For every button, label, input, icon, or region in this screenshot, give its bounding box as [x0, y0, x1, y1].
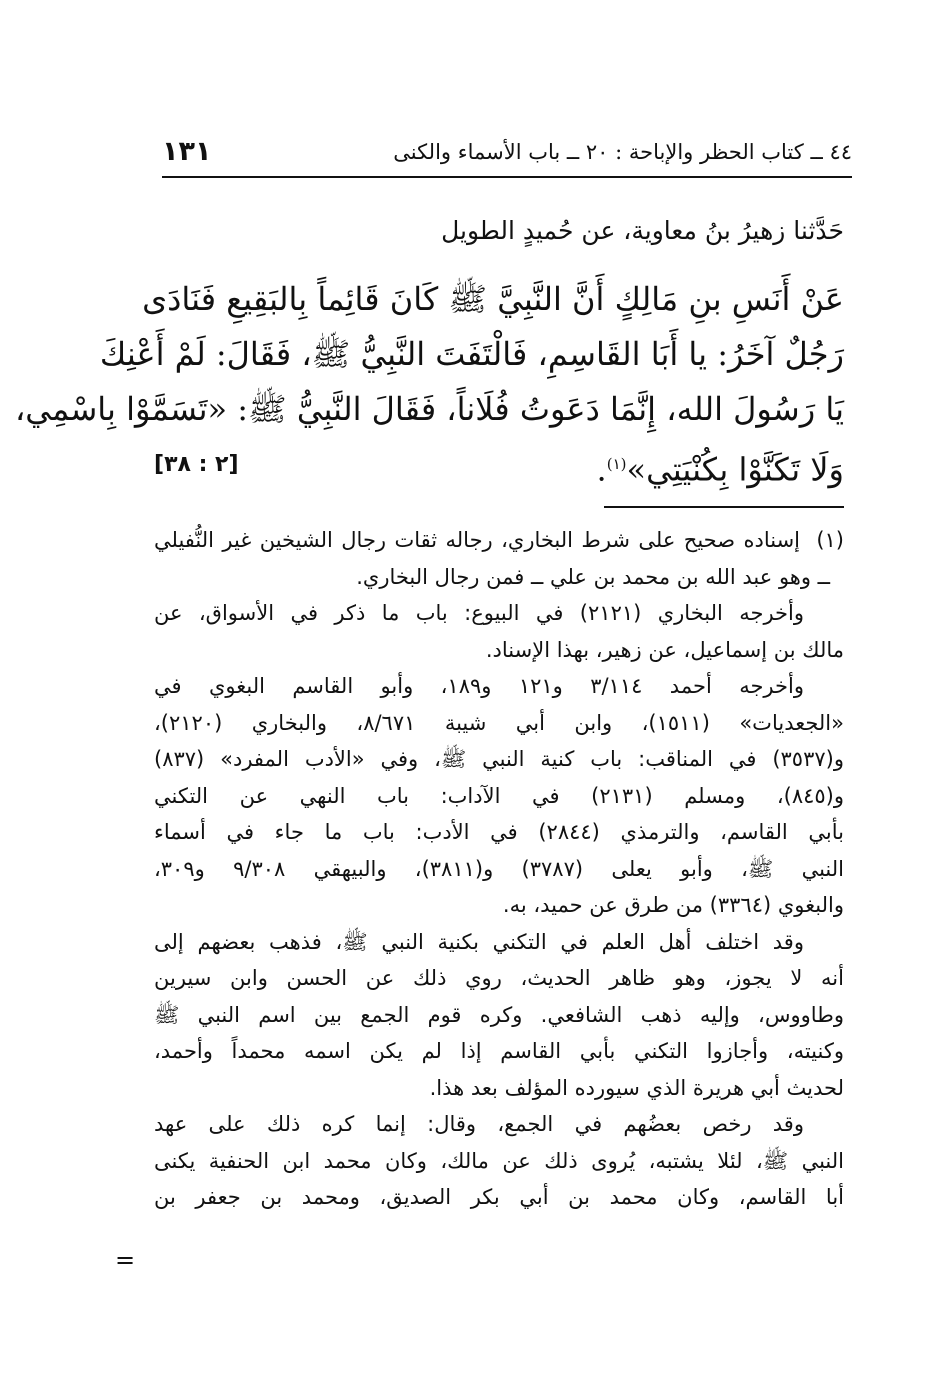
footnote-line: ــ وهو عبد الله بن محمد بن علي ــ فمن رجال البخاري. [356, 564, 830, 589]
hadith-line: يَا رَسُولَ الله، إِنَّمَا دَعَوتُ فُلَاناً، فَقَالَ النَّبِيُّ ﷺ: «تَسَمَّوْا بِاسْمِي، [14, 390, 844, 428]
footnotes [154, 522, 844, 1216]
footnote-line: وأخرجه البخاري (٢١٢١) في البيوع: باب ما ذكر في الأسواق، عن [154, 601, 804, 625]
running-title: ٤٤ ــ كتاب الحظر والإباحة : ٢٠ ــ باب الأسماء والكنى [393, 140, 852, 164]
footnote-separator [604, 506, 844, 508]
footnote-line: وكنيته، وأجازوا التكني بأبي القاسم إذا لم يكن اسمه محمداً وأحمد، [154, 1039, 844, 1063]
page-number: ١٣١ [162, 136, 212, 167]
hadith-line-text: وَلَا تَكَنَّوْا بِكُنْيَتِي» [626, 450, 844, 489]
footnote-line: والبغوي (٣٣٦٤) من طرق عن حميد، به. [502, 893, 844, 917]
hadith-reference: [٢ : ٣٨] [154, 452, 239, 477]
footnote-line: أبا القاسم، وكان محمد بن أبي بكر الصديق، ومحمد بن جعفر بن [154, 1185, 844, 1209]
hadith-line: رَجُلٌ آخَرُ: يا أَبَا القَاسِمِ، فَالْتَفَتَ النَّبِيُّ ﷺ، فَقَالَ: لَمْ أَعْنِكَ [99, 335, 844, 373]
footnote-line: بأبي القاسم، والترمذي (٢٨٤٤) في الأدب: باب ما جاء في أسماء [154, 820, 844, 844]
footnote-line: مالك بن إسماعيل، عن زهير، بهذا الإسناد. [485, 637, 844, 662]
page-header [162, 132, 852, 178]
footnote-line [154, 522, 844, 559]
hadith-line: عَنْ أَنَسِ بنِ مَالِكٍ أَنَّ النَّبِيَّ ﷺ كَانَ قَائِماً بِالبَقِيعِ فَنَادَى [142, 280, 844, 318]
footnote-line: وطاووس، وإليه ذهب الشافعي. وكره قوم الجمع بين اسم النبي ﷺ [154, 1002, 844, 1027]
hadith-line-last [154, 437, 844, 492]
isnad-line: حَدَّثنا زهيرُ بنُ معاوية، عن حُميدٍ الطويل [441, 216, 844, 245]
footnote-line: وقد اختلف أهل العلم في التكني بكنية النبي ﷺ، فذهب بعضهم إلى [154, 929, 804, 954]
footnote-line: لحديث أبي هريرة الذي سيورده المؤلف بعد هذا. [429, 1075, 844, 1100]
footnote-line-text: إسناده صحيح على شرط البخاري، رجاله ثقات رجال الشيخين غير النُّفيلي [154, 528, 800, 552]
footnote-line: وأخرجه أحمد ٣/١١٤ و١٢١ و١٨٩، وأبو القاسم البغوي في [154, 674, 804, 698]
footnote-line: أنه لا يجوز، وهو ظاهر الحديث، روي ذلك عن الحسن وابن سيرين [154, 966, 844, 990]
footnote-reference: (١) [606, 455, 627, 473]
footnote-line: و(٣٥٣٧) في المناقب: باب كنية النبي ﷺ، وفي «الأدب المفرد» (٨٣٧) [154, 747, 844, 771]
footnote-line: و(٨٤٥)، ومسلم (٢١٣١) في الآداب: باب النهي عن التكني [154, 783, 844, 808]
hadith-line-end: . [596, 450, 607, 489]
footnote-line: النبي ﷺ، لئلا يشتبه، يُروى ذلك عن مالك، وكان محمد ابن الحنفية يكنى [154, 1148, 844, 1173]
footnote-marker: (١) [816, 528, 844, 552]
footnote-line: «الجعديات» (١٥١١)، وابن أبي شيبة ٨/٦٧١، والبخاري (٢١٢٠)، [154, 710, 844, 735]
footnote-line: وقد رخص بعضُهم في الجمع، وقال: إنما كره ذلك على عهد [154, 1112, 804, 1136]
continuation-mark: = [115, 1246, 136, 1274]
footnote-line: النبي ﷺ، وأبو يعلى (٣٧٨٧) و(٣٨١١)، والبيهقي ٩/٣٠٨ و٣٠٩، [154, 856, 844, 881]
hadith-text [14, 272, 844, 492]
